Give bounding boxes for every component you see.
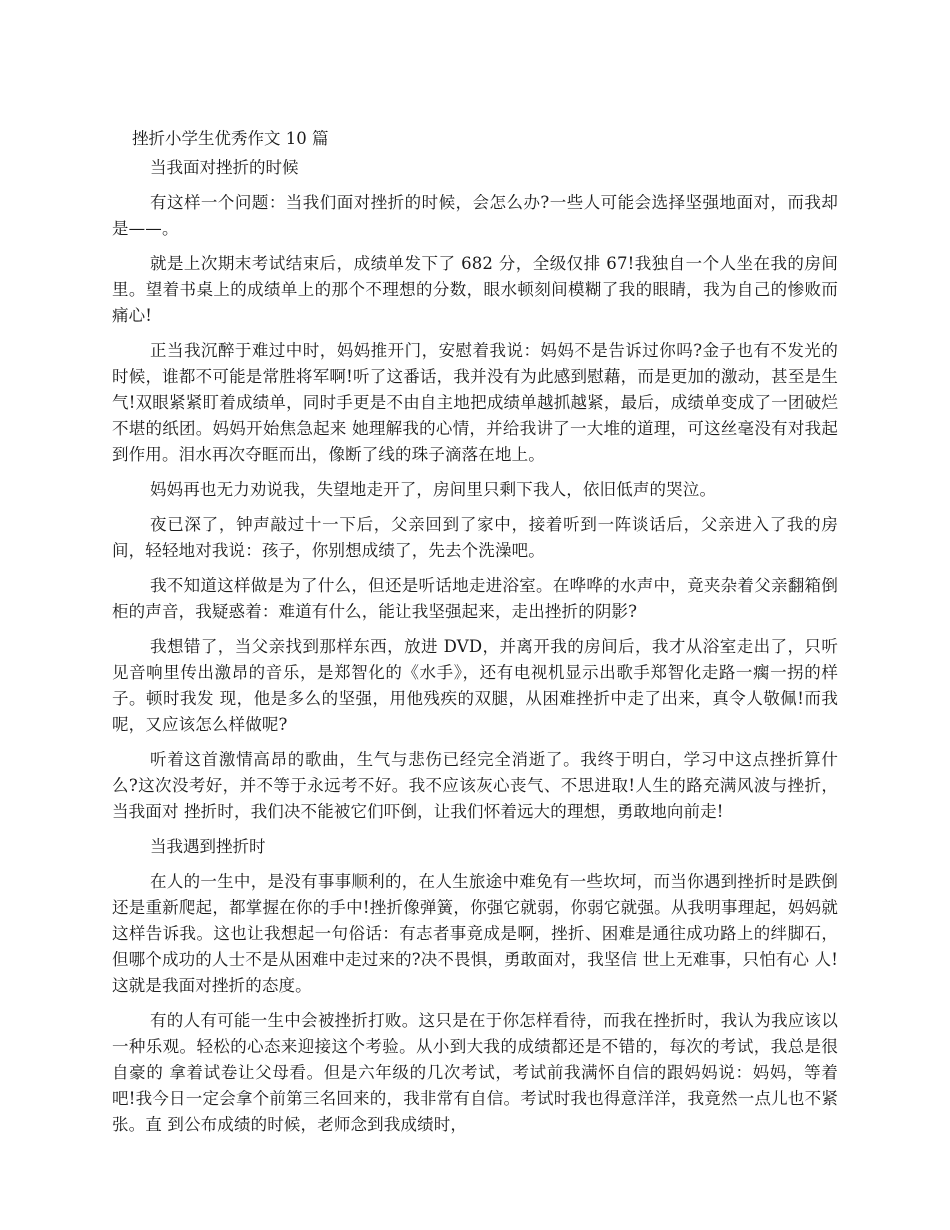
paragraph: 有这样一个问题：当我们面对挫折的时候，会怎么办?一些人可能会选择坚强地面对，而我却是——。 bbox=[112, 193, 838, 238]
paragraph: 我不知道这样做是为了什么，但还是听话地走进浴室。在哗哗的水声中，竟夹杂着父亲翻箱倒柜的声音，我疑惑着：难道有什么，能让我坚强起来，走出挫折的阴影? bbox=[112, 576, 838, 621]
section-heading: 当我面对挫折的时候 bbox=[150, 158, 299, 177]
paragraph: 正当我沉醉于难过中时，妈妈推开门，安慰着我说：妈妈不是告诉过你吗?金子也有不发光的时候，谁都不可能是常胜将军啊!听了这番话，我并没有为此感到慰藉，而是更加的激动，甚至是生气!双眼紧紧盯着成绩单，同时手更是不由自主地把成绩单越抓越紧，最后，成绩单变成了一团破烂不堪的纸团。妈妈开始焦急起来 她理解我的心情，并给我讲了一大堆的道理，可这丝毫没有对我起到作用。泪水再次夺眶而出，像断了线的珠子滴落在地上。 bbox=[112, 341, 838, 464]
paragraph: 夜已深了，钟声敲过十一下后，父亲回到了家中，接着听到一阵谈话后，父亲进入了我的房间，轻轻地对我说：孩子，你别想成绩了，先去个洗澡吧。 bbox=[112, 515, 838, 560]
document-body bbox=[112, 155, 838, 1147]
paragraph: 有的人有可能一生中会被挫折打败。这只是在于你怎样看待，而我在挫折时，我认为我应该以一种乐观。轻松的心态来迎接这个考验。从小到大我的成绩都还是不错的，每次的考试，我总是很自豪的 拿着试卷让父母看。但是六年级的几次考试，考试前我满怀自信的跟妈妈说：妈妈，等着吧!我今日一定会拿个前第三名回来的，我非常有自信。考试时我也得意洋洋，我竟然一点儿也不紧张。直 到公布成绩的时候，老师念到我成绩时， bbox=[112, 1011, 838, 1134]
section-heading: 当我遇到挫折时 bbox=[150, 837, 266, 856]
paragraph: 就是上次期末考试结束后，成绩单发下了 682 分，全级仅排 67!我独自一个人坐在我的房间里。望着书桌上的成绩单上的那个不理想的分数，眼水顿刻间模糊了我的眼睛，我为自己的惨败而痛心! bbox=[112, 254, 838, 325]
document-title: 挫折小学生优秀作文 10 篇 bbox=[132, 129, 329, 148]
paragraph: 妈妈再也无力劝说我，失望地走开了，房间里只剩下我人，依旧低声的哭泣。 bbox=[150, 480, 717, 499]
paragraph: 在人的一生中，是没有事事顺利的，在人生旅途中难免有一些坎坷，而当你遇到挫折时是跌倒还是重新爬起，都掌握在你的手中!挫折像弹簧，你强它就弱，你弱它就强。从我明事理起，妈妈就 这样告诉我。这也让我想起一句俗话：有志者事竟成是啊，挫折、困难是通往成功路上的绊脚石，但哪个成功的人士不是从困难中走过来的?决不畏惧，勇敢面对，我坚信 世上无难事，只怕有心 人!这就是我面对挫折的态度。 bbox=[112, 872, 838, 995]
paragraph: 听着这首激情高昂的歌曲，生气与悲伤已经完全消逝了。我终于明白，学习中这点挫折算什么?这次没考好，并不等于永远考不好。我不应该灰心丧气、不思进取!人生的路充满风波与挫折，当我面对 挫折时，我们决不能被它们吓倒，让我们怀着远大的理想，勇敢地向前走! bbox=[112, 750, 838, 821]
paragraph: 我想错了，当父亲找到那样东西，放进 DVD，并离开我的房间后，我才从浴室走出了，只听见音响里传出激昂的音乐，是郑智化的《水手》，还有电视机显示出歌手郑智化走路一瘸一拐的样子。顿时我发 现，他是多么的坚强，用他残疾的双腿，从困难挫折中走了出来，真令人敬佩!而我呢，又应该怎么样做呢? bbox=[112, 637, 838, 734]
